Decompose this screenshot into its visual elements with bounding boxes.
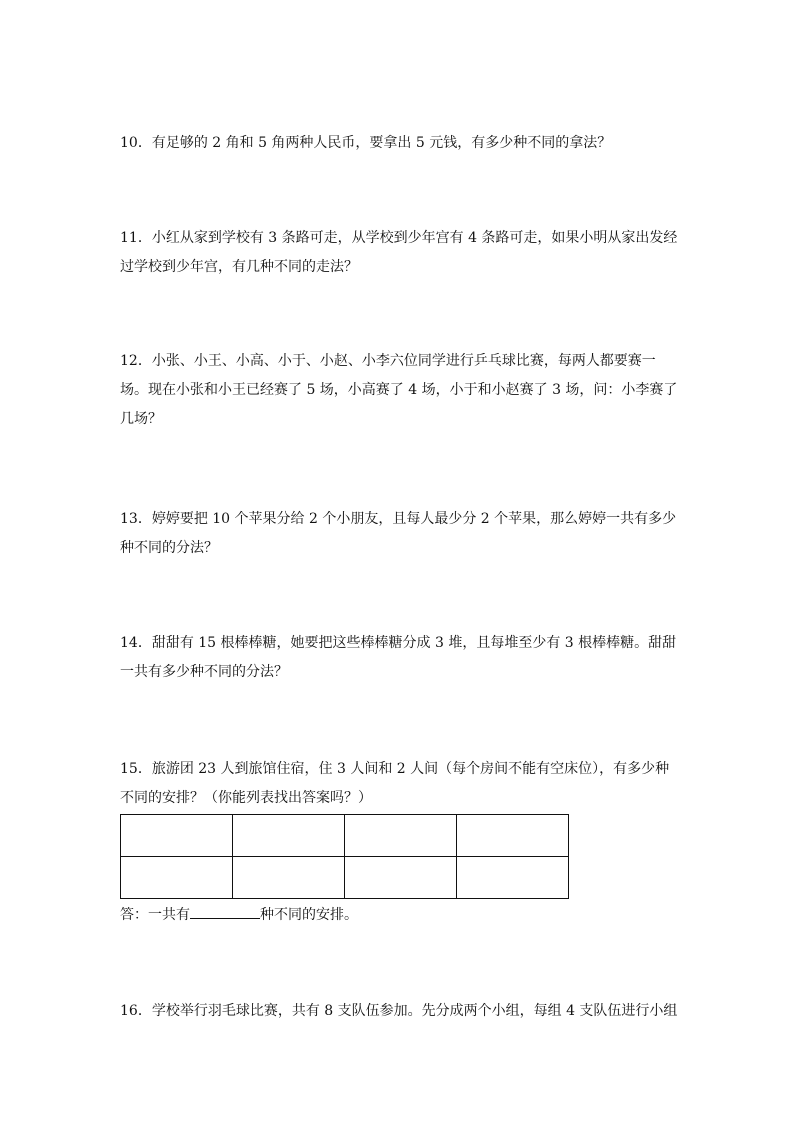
question-12: 12．小张、小王、小高、小于、小赵、小李六位同学进行乒乓球比赛，每两人都要赛一场。现在小张和小王已经赛了 5 场，小高赛了 4 场，小于和小赵赛了 3 场，问：小李赛了几场？ bbox=[120, 353, 678, 427]
table-cell[interactable] bbox=[457, 815, 569, 857]
question-11: 11．小红从家到学校有 3 条路可走，从学校到少年宫有 4 条路可走，如果小明从家出发经过学校到少年宫，有几种不同的走法？ bbox=[120, 230, 678, 275]
table-row bbox=[121, 857, 569, 899]
table-cell[interactable] bbox=[121, 857, 233, 899]
answer-blank[interactable] bbox=[190, 904, 260, 919]
table-cell[interactable] bbox=[233, 857, 345, 899]
answer-line bbox=[120, 904, 358, 925]
answer-table bbox=[120, 814, 569, 899]
question-13: 13．婷婷要把 10 个苹果分给 2 个小朋友，且每人最少分 2 个苹果，那么婷婷一共有多少种不同的分法？ bbox=[120, 511, 677, 556]
table-cell[interactable] bbox=[345, 815, 457, 857]
question-10: 10．有足够的 2 角和 5 角两种人民币，要拿出 5 元钱，有多少种不同的拿法？ bbox=[120, 135, 612, 151]
answer-suffix: 种不同的安排。 bbox=[260, 907, 358, 923]
table-cell[interactable] bbox=[457, 857, 569, 899]
question-14: 14．甜甜有 15 根棒棒糖，她要把这些棒棒糖分成 3 堆，且每堆至少有 3 根棒棒糖。甜甜一共有多少种不同的分法？ bbox=[120, 635, 677, 680]
question-15: 15．旅游团 23 人到旅馆住宿，住 3 人间和 2 人间（每个房间不能有空床位），有多少种不同的安排？（你能列表找出答案吗？） bbox=[120, 761, 670, 806]
answer-prefix: 答：一共有 bbox=[120, 907, 190, 923]
question-16: 16．学校举行羽毛球比赛，共有 8 支队伍参加。先分成两个小组，每组 4 支队伍进行小组 bbox=[120, 1003, 678, 1019]
table-cell[interactable] bbox=[345, 857, 457, 899]
table-cell[interactable] bbox=[121, 815, 233, 857]
table-cell[interactable] bbox=[233, 815, 345, 857]
table-row bbox=[121, 815, 569, 857]
